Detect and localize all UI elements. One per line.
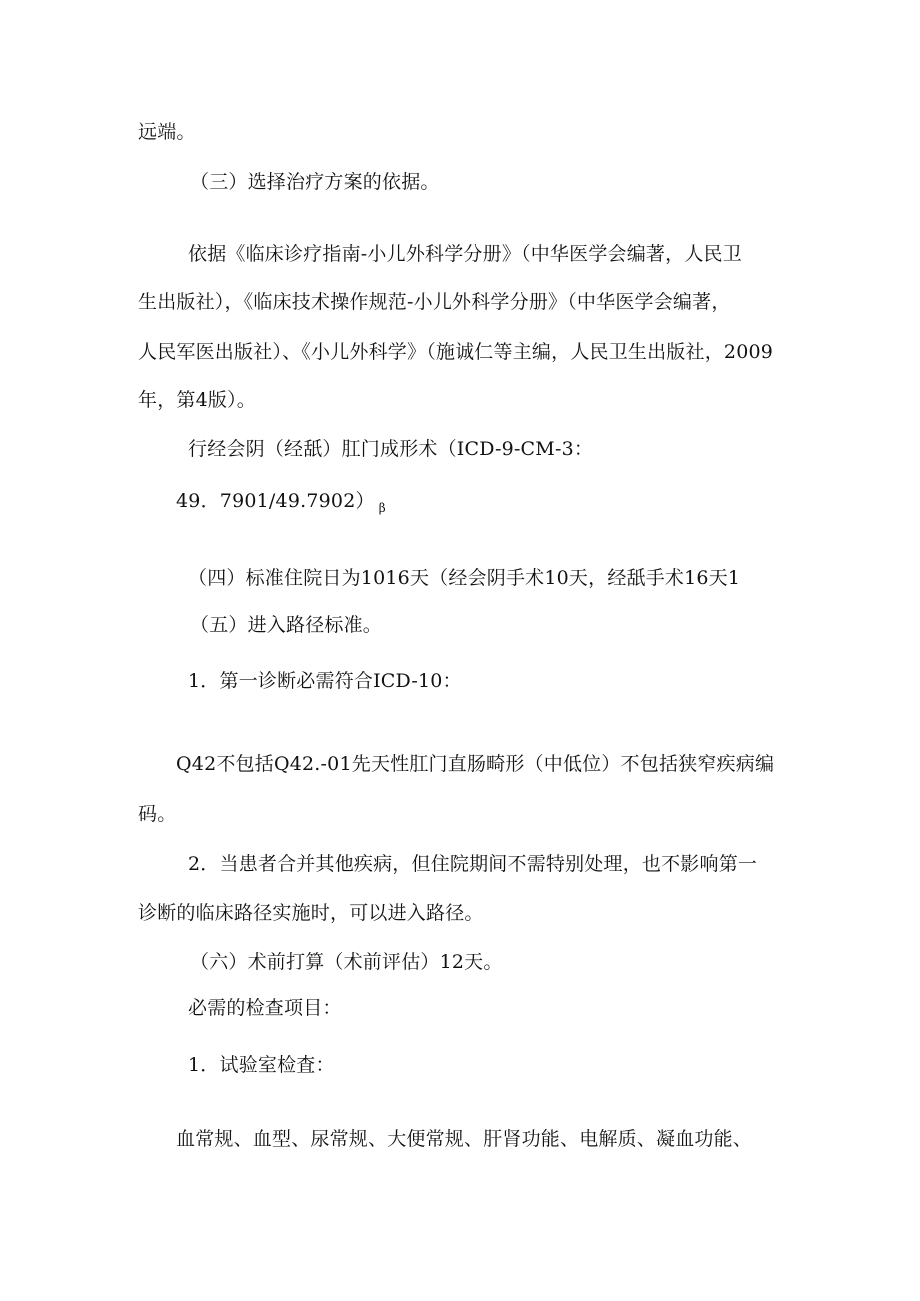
text-line-4: 生出版社），《临床技术操作规范-小儿外科学分册》（中华医学会编著， — [138, 291, 731, 313]
text-line-13: 码。 — [138, 803, 177, 825]
text-line-14: 2．当患者合并其他疾病，但住院期间不需特别处理，也不影响第一 — [188, 853, 758, 875]
text-line-17: 必需的检查项目： — [188, 997, 342, 1019]
stray-mark: β — [378, 501, 386, 515]
text-line-18: 1．试验室检査： — [188, 1054, 335, 1076]
section-heading-4: （四）标准住院日为1016天（经会阴手术10天，经舐手术16天1 — [188, 567, 741, 589]
text-line-8 — [176, 489, 386, 520]
section-heading-5: （五）进入路径标准。 — [190, 614, 383, 636]
text-line-15: 诊断的临床路径实施时，可以进入路径。 — [138, 902, 484, 924]
text-line-5: 人民军医出版社）、《小儿外科学》（施诚仁等主编，人民卫生出版社，2009 — [138, 341, 774, 363]
text-line-7: 行经会阴（经舐）肛门成形术（ICD-9-CM-3： — [188, 438, 594, 460]
text-line-19: 血常规、血型、尿常规、大便常规、肝肾功能、电解质、凝血功能、 — [176, 1128, 753, 1150]
text-line-6: 年，第4版）。 — [138, 389, 256, 411]
text-line-11: 1．第一诊断必需符合ICD-10： — [188, 670, 462, 692]
text-line-1: 远端。 — [138, 121, 196, 143]
section-heading-3: （三）选择治疗方案的依据。 — [190, 171, 440, 193]
section-heading-6: （六）术前打算（术前评估）12天。 — [190, 951, 503, 973]
procedure-code: 49．7901/49.7902） — [176, 490, 375, 512]
text-line-12: Q42不包括Q42.-01先天性肛门直肠畸形（中低位）不包括狭窄疾病编 — [176, 753, 775, 775]
text-line-3: 依据《临床诊疗指南-小儿外科学分册》（中华医学会编著，人民卫 — [188, 243, 742, 265]
